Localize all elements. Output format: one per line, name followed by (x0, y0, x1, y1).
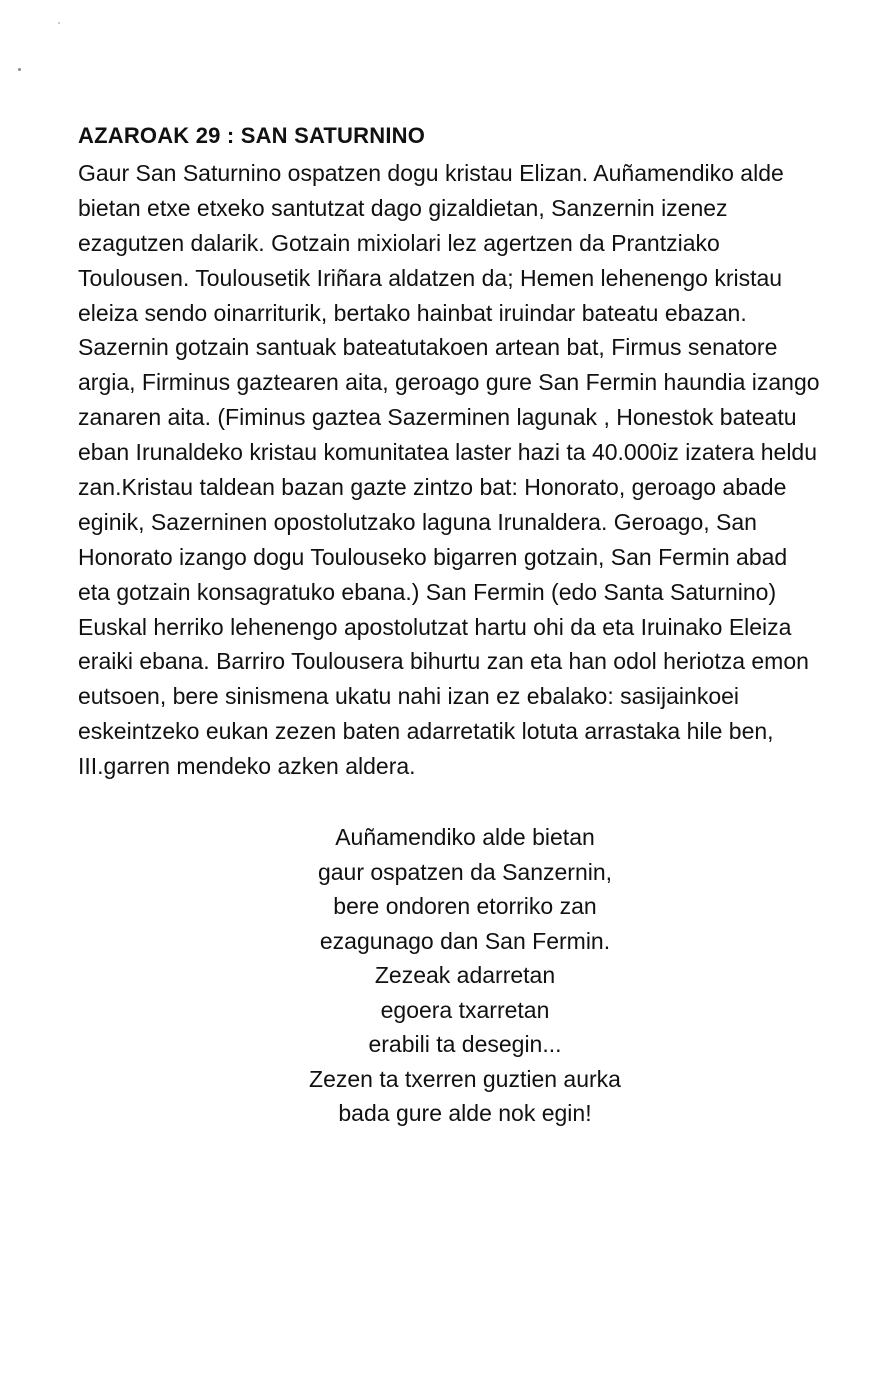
poem-line: Auñamendiko alde bietan (335, 824, 595, 850)
poem-line: erabili ta desegin... (368, 1031, 562, 1057)
body-line: eleiza sendo oinarriturik, bertako hainbat iruindar bateatu ebazan. (78, 299, 747, 326)
body-line: eraiki ebana. Barriro Toulousera bihurtu zan eta han odol heriotza emon (78, 648, 809, 675)
body-line: Sazernin gotzain santuak bateatutakoen artean bat, Firmus senatore (78, 334, 778, 361)
poem-line: Zezeak adarretan (374, 962, 556, 988)
body-line: zanaren aita. (Fiminus gaztea Sazerminen lagunak , Honestok bateatu (78, 404, 797, 431)
document-title: AZAROAK 29 : SAN SATURNINO (78, 123, 426, 148)
body-line: eban Irunaldeko kristau komunitatea laster hazi ta 40.000iz izatera heldu (78, 439, 818, 466)
poem-line: bada gure alde nok egin! (338, 1100, 592, 1126)
body-line: Gaur San Saturnino ospatzen dogu kristau Elizan. Auñamendiko alde (78, 160, 784, 186)
poem-line: egoera txarretan (380, 996, 550, 1023)
body-line: III.garren mendeko azken aldera. (78, 753, 416, 780)
body-line: eutsoen, bere sinismena ukatu nahi izan ez ebalako: sasijainkoei (78, 683, 740, 710)
body-line: zan.Kristau taldean bazan gazte zintzo bat: Honorato, geroago abade (78, 474, 787, 501)
body-line: bietan etxe etxeko santutzat dago gizaldietan, Sanzernin izenez (78, 194, 728, 221)
body-line: Euskal herriko lehenengo apostolutzat hartu ohi da eta Iruinako Eleiza (78, 613, 792, 640)
scan-speck (58, 22, 60, 24)
scan-speck (18, 68, 21, 71)
poem-line: Zezen ta txerren guztien aurka (309, 1065, 621, 1092)
poem-line: gaur ospatzen da Sanzernin, (317, 858, 613, 885)
body-line: eta gotzain konsagratuko ebana.) San Fermin (edo Santa Saturnino) (78, 578, 777, 605)
body-line: eginik, Sazerninen opostolutzako laguna Irunaldera. Geroago, San (78, 508, 757, 535)
body-line: argia, Firminus gaztearen aita, geroago gure San Fermin haundia izango (78, 369, 820, 396)
body-line: Honorato izango dogu Toulouseko bigarren gotzain, San Fermin abad (78, 543, 788, 570)
body-line: eskeintzeko eukan zezen baten adarretatik lotuta arrastaka hile ben, (78, 718, 774, 745)
poem-verse (200, 820, 730, 1131)
body-line: Toulousen. Toulousetik Iriñara aldatzen da; Hemen lehenengo kristau (78, 264, 783, 291)
body-paragraph (78, 156, 858, 784)
poem-line: ezagunago dan San Fermin. (319, 927, 611, 954)
body-line: ezagutzen dalarik. Gotzain mixiolari lez agertzen da Prantziako (78, 229, 720, 256)
poem-line: bere ondoren etorriko zan (333, 893, 597, 919)
